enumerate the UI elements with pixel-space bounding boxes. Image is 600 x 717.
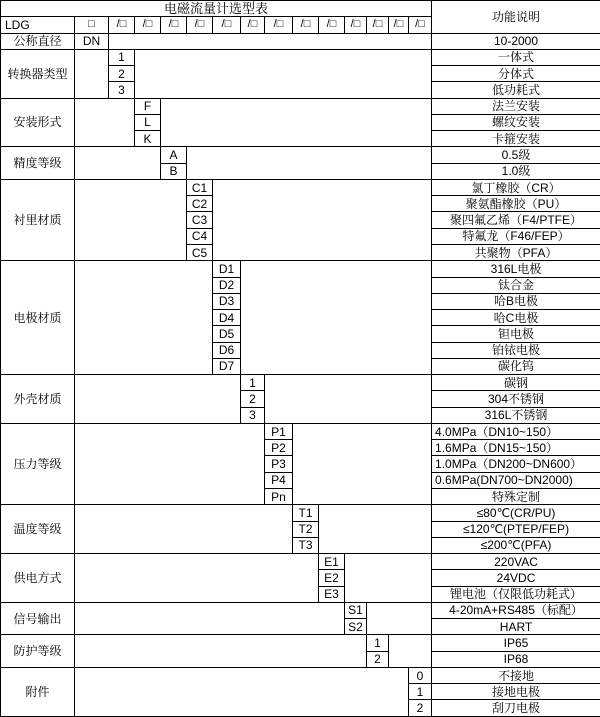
code-cell: D2 <box>213 277 241 293</box>
code-cell: 0 <box>409 667 432 683</box>
section-label: 公称直径 <box>1 33 75 49</box>
function-cell: 24VDC <box>432 570 600 586</box>
empty-cell <box>293 423 432 504</box>
code-cell: 1 <box>367 635 389 651</box>
function-cell: 316L电极 <box>432 261 600 277</box>
function-cell: 特氟龙（F46/FEP） <box>432 228 600 244</box>
slot-box: /□ <box>293 17 319 33</box>
function-cell: 法兰安装 <box>432 98 600 114</box>
slot-box: /□ <box>213 17 241 33</box>
code-cell: P2 <box>265 440 293 456</box>
empty-cell <box>345 554 432 603</box>
empty-cell <box>367 602 432 635</box>
code-cell: E3 <box>319 586 345 602</box>
function-cell: 共聚物（PFA） <box>432 244 600 260</box>
empty-cell <box>75 98 135 147</box>
section-label: 精度等级 <box>1 147 75 180</box>
empty-cell <box>187 147 432 180</box>
empty-cell <box>161 98 432 147</box>
code-cell: 1 <box>109 49 135 65</box>
code-cell: DN <box>75 33 109 49</box>
function-cell: 钛合金 <box>432 277 600 293</box>
model-box: □ <box>75 17 109 33</box>
function-cell: 一体式 <box>432 49 600 65</box>
section-label: 安装形式 <box>1 98 75 147</box>
code-cell: S1 <box>345 602 367 618</box>
function-cell: 螺纹安装 <box>432 114 600 130</box>
code-cell: C5 <box>187 244 213 260</box>
empty-cell <box>265 375 432 424</box>
code-cell: S2 <box>345 619 367 635</box>
slot-box: /□ <box>187 17 213 33</box>
function-cell: 锂电池（仅限低功耗式） <box>432 586 600 602</box>
code-cell: D1 <box>213 261 241 277</box>
code-cell: 2 <box>109 66 135 82</box>
function-cell: IP65 <box>432 635 600 651</box>
empty-cell <box>75 423 265 504</box>
section-label: 转换器类型 <box>1 49 75 98</box>
slot-box: /□ <box>135 17 161 33</box>
empty-cell <box>75 554 319 603</box>
code-cell: P4 <box>265 472 293 488</box>
empty-cell <box>75 667 409 716</box>
empty-cell <box>319 505 432 554</box>
slot-box: /□ <box>241 17 265 33</box>
function-cell: IP68 <box>432 651 600 667</box>
function-cell: 316L不锈钢 <box>432 407 600 423</box>
code-cell: D5 <box>213 326 241 342</box>
function-cell: ≤200℃(PFA) <box>432 537 600 553</box>
section-label: 附件 <box>1 667 75 716</box>
function-cell: 304不锈钢 <box>432 391 600 407</box>
function-cell: 钽电极 <box>432 326 600 342</box>
code-cell: T2 <box>293 521 319 537</box>
function-cell: 接地电极 <box>432 684 600 700</box>
section-label: 电极材质 <box>1 261 75 375</box>
section-label: 衬里材质 <box>1 179 75 260</box>
code-cell: 3 <box>241 407 265 423</box>
empty-cell <box>75 147 161 180</box>
function-cell: ≤120℃(PTEP/FEP) <box>432 521 600 537</box>
code-cell: 1 <box>409 684 432 700</box>
code-cell: T1 <box>293 505 319 521</box>
slot-box: /□ <box>367 17 389 33</box>
function-cell: 刮刀电极 <box>432 700 600 716</box>
empty-cell <box>213 179 432 260</box>
slot-box: /□ <box>109 17 135 33</box>
function-cell: 1.6MPa（DN15~150） <box>432 440 600 456</box>
code-cell: Pn <box>265 488 293 504</box>
empty-cell <box>135 49 432 98</box>
empty-cell <box>75 179 187 260</box>
function-cell: 碳钢 <box>432 375 600 391</box>
code-cell: C4 <box>187 228 213 244</box>
code-cell: D6 <box>213 342 241 358</box>
function-cell: HART <box>432 619 600 635</box>
code-cell: P3 <box>265 456 293 472</box>
function-cell: 碳化钨 <box>432 358 600 374</box>
code-cell: E1 <box>319 554 345 570</box>
function-cell: ≤80℃(CR/PU) <box>432 505 600 521</box>
section-label: 温度等级 <box>1 505 75 554</box>
code-cell: D4 <box>213 310 241 326</box>
empty-cell <box>75 602 345 635</box>
function-cell: 聚四氟乙烯（F4/PTFE） <box>432 212 600 228</box>
function-cell: 哈C电极 <box>432 310 600 326</box>
function-cell: 10-2000 <box>432 33 600 49</box>
function-cell: 特殊定制 <box>432 488 600 504</box>
section-label: 防护等级 <box>1 635 75 668</box>
code-cell: P1 <box>265 423 293 439</box>
function-cell: 不接地 <box>432 667 600 683</box>
table-title: 电磁流量计选型表 <box>1 1 432 17</box>
function-cell: 分体式 <box>432 66 600 82</box>
slot-box: /□ <box>389 17 409 33</box>
code-cell: C1 <box>187 179 213 195</box>
empty-cell <box>109 33 432 49</box>
empty-cell <box>389 635 432 668</box>
code-cell: A <box>161 147 187 163</box>
code-cell: 1 <box>241 375 265 391</box>
code-cell: 2 <box>409 700 432 716</box>
code-cell: F <box>135 98 161 114</box>
function-cell: 铂铱电极 <box>432 342 600 358</box>
code-cell: K <box>135 131 161 147</box>
function-cell: 0.5级 <box>432 147 600 163</box>
code-cell: 2 <box>367 651 389 667</box>
section-label: 供电方式 <box>1 554 75 603</box>
function-header: 功能说明 <box>432 1 600 34</box>
slot-box: /□ <box>161 17 187 33</box>
code-cell: C2 <box>187 196 213 212</box>
function-cell: 1.0MPa（DN200~DN600） <box>432 456 600 472</box>
function-cell: 氯丁橡胶（CR） <box>432 179 600 195</box>
function-cell: 1.0级 <box>432 163 600 179</box>
function-cell: 卡箍安装 <box>432 131 600 147</box>
empty-cell <box>75 49 109 98</box>
function-cell: 220VAC <box>432 554 600 570</box>
slot-box: /□ <box>345 17 367 33</box>
code-cell: D3 <box>213 293 241 309</box>
section-label: 外壳材质 <box>1 375 75 424</box>
code-cell: B <box>161 163 187 179</box>
function-cell: 4-20mA+RS485（标配） <box>432 602 600 618</box>
code-cell: C3 <box>187 212 213 228</box>
code-cell: D7 <box>213 358 241 374</box>
code-cell: 3 <box>109 82 135 98</box>
empty-cell <box>75 375 241 424</box>
model-prefix: LDG <box>1 17 75 33</box>
code-cell: 2 <box>241 391 265 407</box>
code-cell: T3 <box>293 537 319 553</box>
function-cell: 低功耗式 <box>432 82 600 98</box>
function-cell: 4.0MPa（DN10~150） <box>432 423 600 439</box>
code-cell: E2 <box>319 570 345 586</box>
function-cell: 哈B电极 <box>432 293 600 309</box>
empty-cell <box>75 261 213 375</box>
empty-cell <box>75 505 293 554</box>
section-label: 信号输出 <box>1 602 75 635</box>
slot-box: /□ <box>319 17 345 33</box>
section-label: 压力等级 <box>1 423 75 504</box>
empty-cell <box>75 635 367 668</box>
code-cell: L <box>135 114 161 130</box>
slot-box: /□ <box>409 17 432 33</box>
function-cell: 聚氨酯橡胶（PU） <box>432 196 600 212</box>
slot-box: /□ <box>265 17 293 33</box>
function-cell: 0.6MPa(DN700~DN2000) <box>432 472 600 488</box>
empty-cell <box>241 261 432 375</box>
